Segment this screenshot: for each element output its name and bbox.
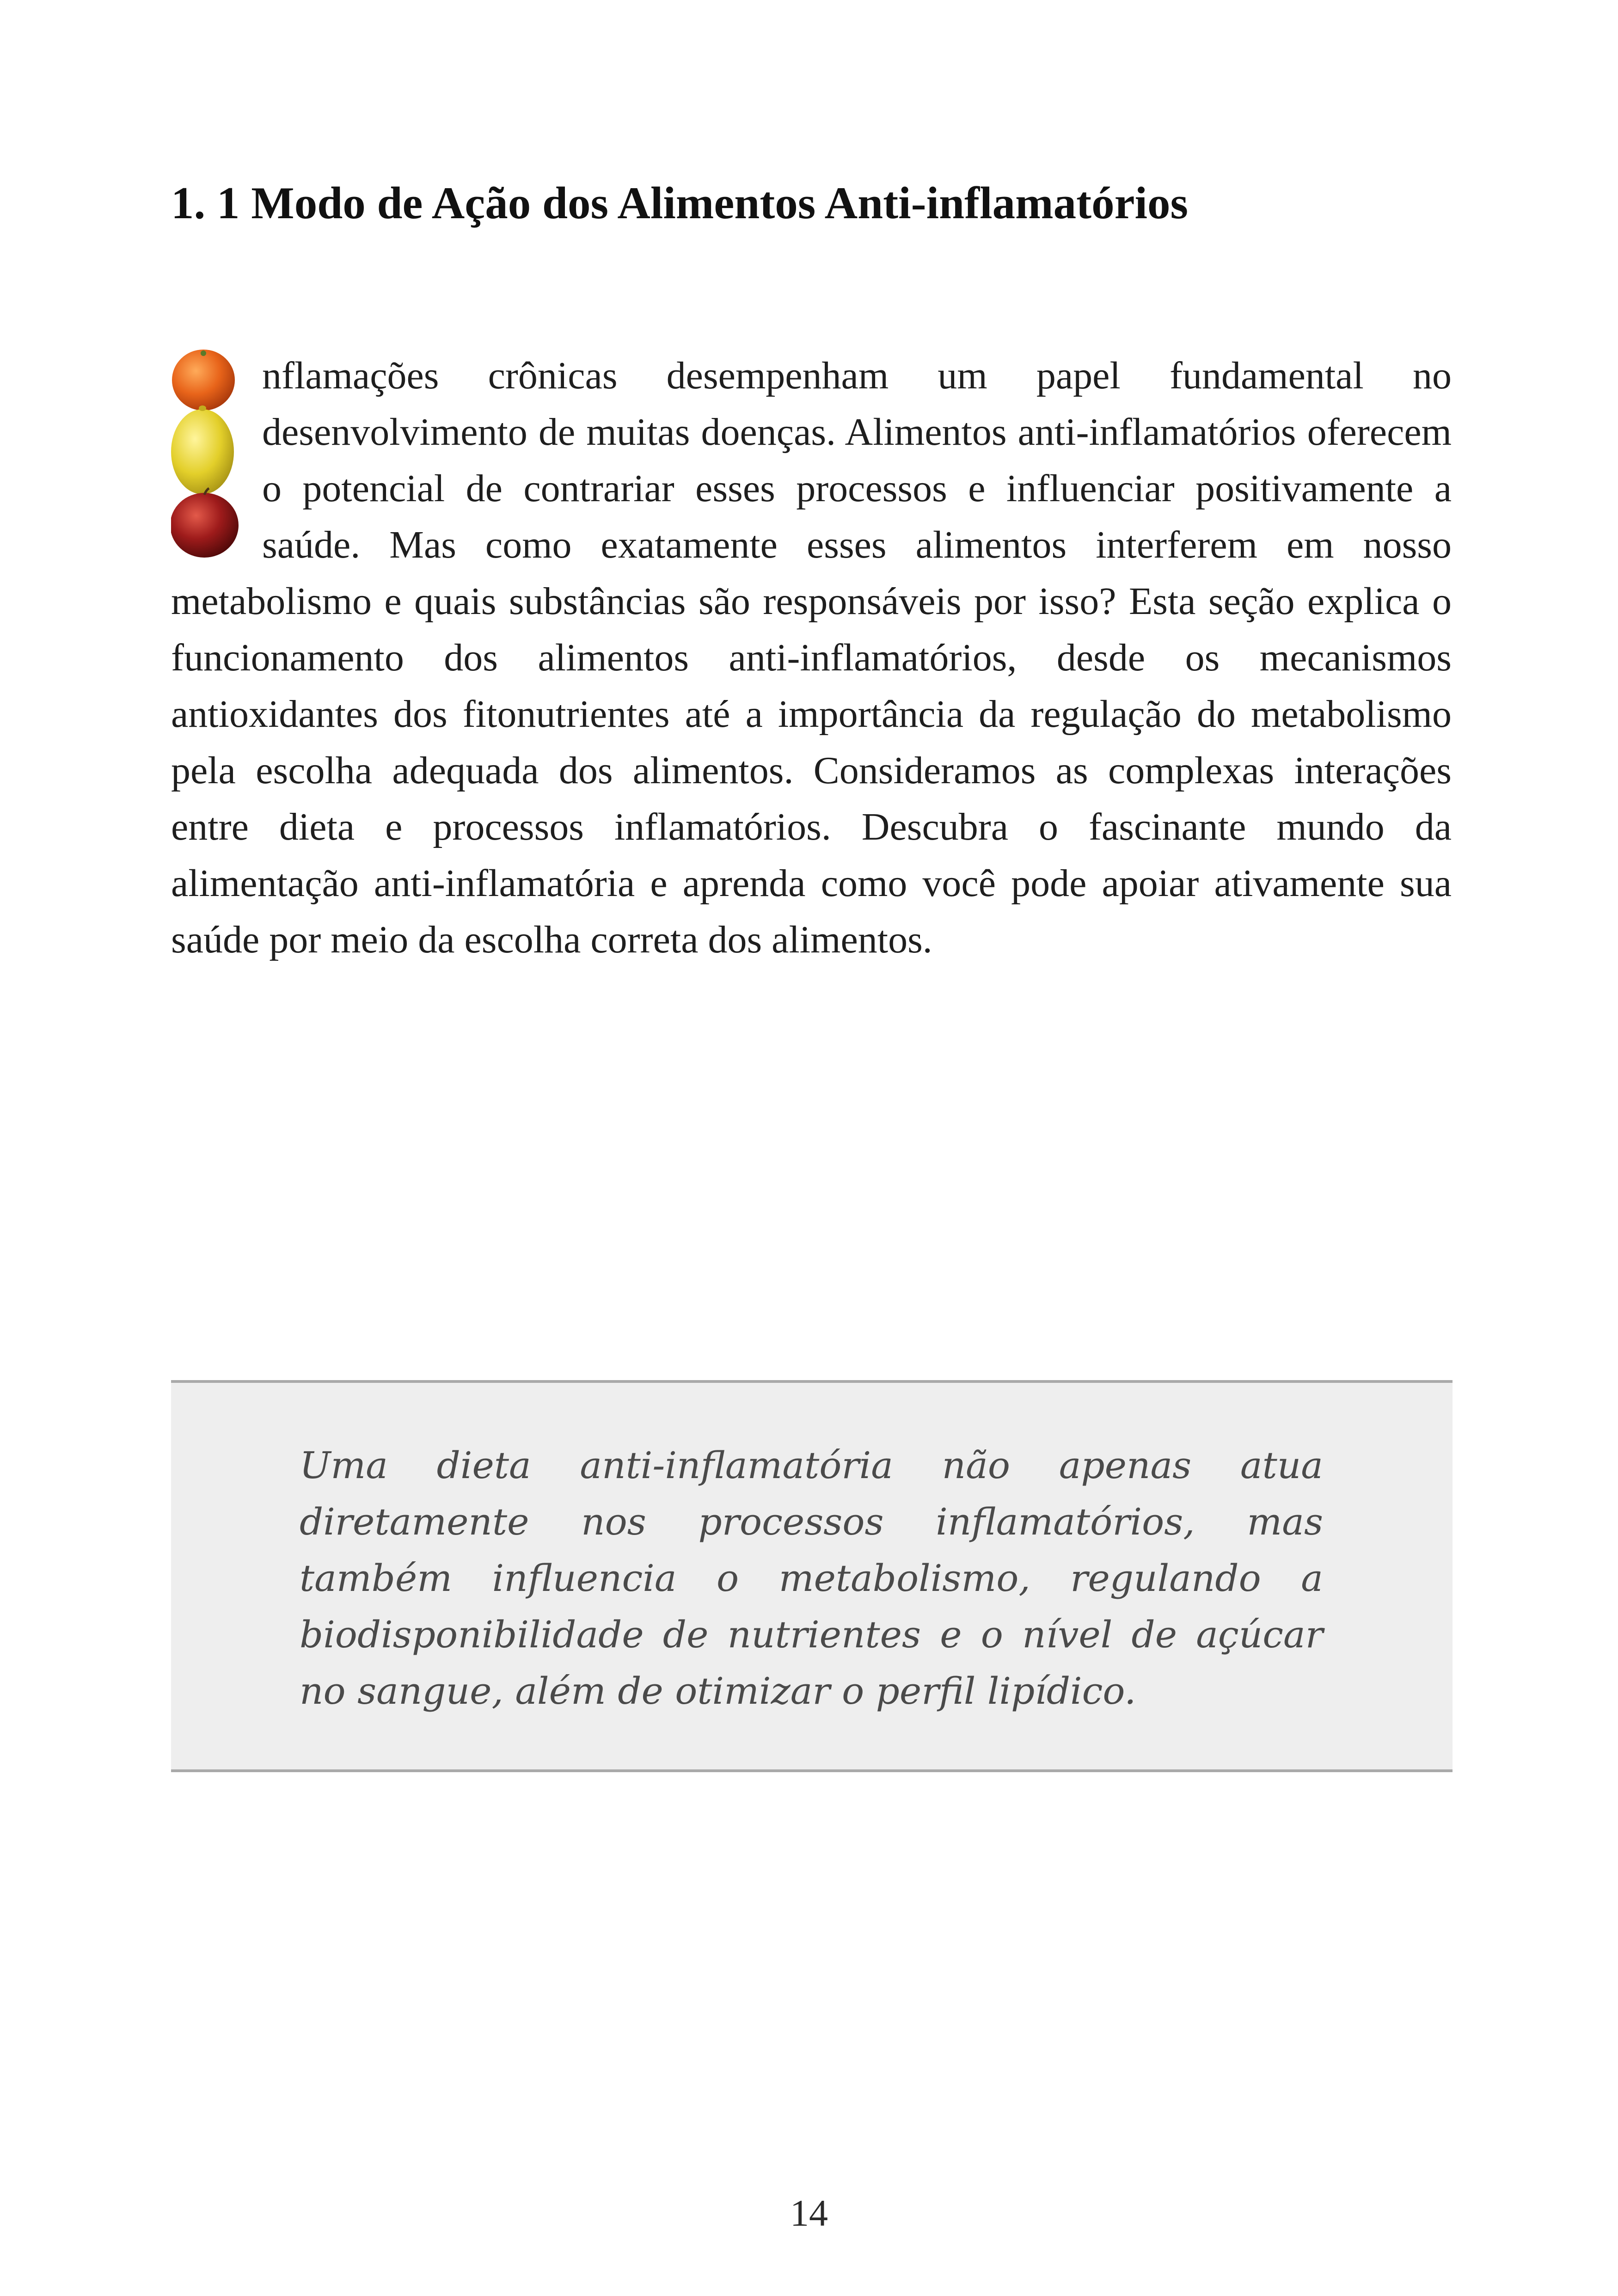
page-number: 14 [790, 2192, 828, 2234]
lemon-icon [171, 405, 234, 497]
intro-paragraph-text: nflamações crônicas desempenham um papel fundamental no desenvolvimento de muitas doenças. Alimentos anti-inflamatórios oferecem o potencial de contrariar esses processos e influenciar positivamente a saúde. Mas como exatamente esses alimentos interferem em nosso metabolismo e quais substâncias são responsáveis por isso? Esta seção explica o funcionamento dos alimentos anti-inflamatórios, desde os mecanismos antioxidantes dos fitonutrientes até a importância da regulação do metabolismo pela escolha adequada dos alimentos. Consideramos as complexas interações entre dieta e processos inflamatórios. Descubra o fascinante mundo da alimentação anti-inflamatória e aprenda como você pode apoiar ativamente sua saúde por meio da escolha correta dos alimentos. [171, 354, 1452, 961]
callout-text: Uma dieta anti-inflamatória não apenas atua diretamente nos processos inflamatórios, mas também influencia o metabolismo, regulando a biodisponibilidade de nutrientes e o nível de açúcar no sangue, além de otimizar o perfil lipídico. [300, 1444, 1323, 1713]
drop-cap [171, 348, 252, 560]
orange-icon [172, 350, 235, 411]
intro-paragraph [171, 348, 1452, 968]
section-heading: 1. 1 Modo de Ação dos Alimentos Anti-inflamatórios [171, 178, 1189, 228]
apple-icon [171, 488, 239, 558]
fruit-stack-icon [171, 348, 252, 560]
highlight-callout [171, 1380, 1453, 1772]
